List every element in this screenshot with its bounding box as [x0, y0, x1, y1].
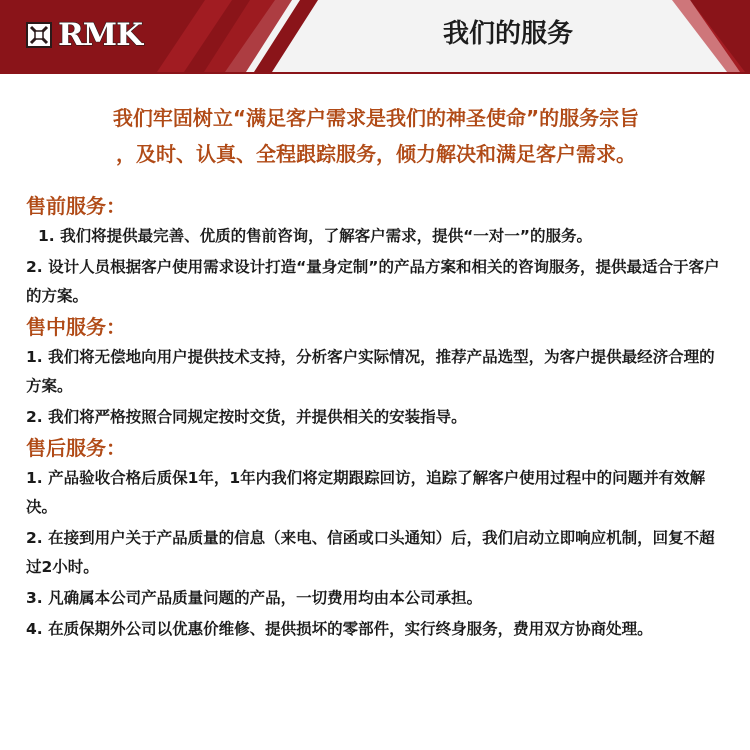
intro-line-1: 我们牢固树立“满足客户需求是我们的神圣使命”的服务宗旨 [112, 106, 640, 130]
presale-section [26, 192, 722, 311]
list-item: 1. 产品验收合格后质保1年，1年内我们将定期跟踪回访，追踪了解客户使用过程中的问题并有效解决。 [26, 469, 706, 516]
section-heading-presale: 售前服务： [26, 194, 126, 218]
page-title: 我们的服务 [442, 19, 573, 49]
list-item: 1. 我们将无偿地向用户提供技术支持，分析客户实际情况，推荐产品选型，为客户提供最经济合理的方案。 [26, 348, 715, 395]
list-item: 1. 我们将提供最完善、优质的售前咨询，了解客户需求，提供“一对一”的服务。 [38, 227, 592, 245]
section-heading-insale: 售中服务： [26, 315, 126, 339]
service-content [26, 192, 722, 646]
aftersale-section [26, 434, 722, 644]
logo-mark-icon [26, 22, 52, 48]
company-logo [26, 17, 143, 53]
list-item: 2. 在接到用户关于产品质量的信息（来电、信函或口头通知）后，我们启动立即响应机制，回复不超过2小时。 [26, 529, 715, 576]
list-item: 2. 我们将严格按照合同规定按时交货，并提供相关的安装指导。 [26, 408, 467, 426]
list-item: 3. 凡确属本公司产品质量问题的产品，一切费用均由本公司承担。 [26, 589, 483, 607]
intro-statement [26, 100, 726, 172]
header-divider [0, 72, 750, 74]
intro-line-2: ，及时、认真、全程跟踪服务，倾力解决和满足客户需求。 [116, 142, 636, 166]
page-header [0, 0, 750, 72]
list-item: 2. 设计人员根据客户使用需求设计打造“量身定制”的产品方案和相关的咨询服务，提供最适合于客户的方案。 [26, 258, 720, 305]
insale-section [26, 313, 722, 432]
logo-text: RMK [58, 17, 143, 53]
list-item: 4. 在质保期外公司以优惠价维修、提供损坏的零部件，实行终身服务，费用双方协商处理。 [26, 620, 653, 638]
section-heading-aftersale: 售后服务： [26, 436, 126, 460]
